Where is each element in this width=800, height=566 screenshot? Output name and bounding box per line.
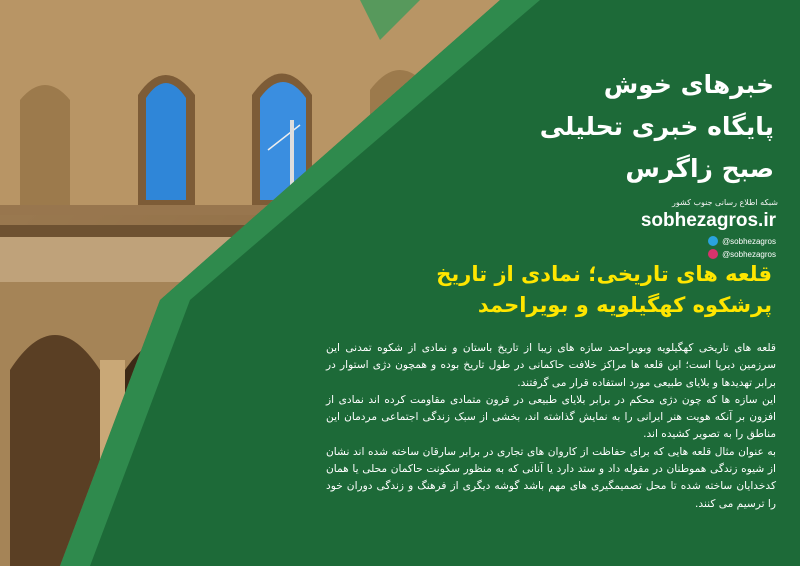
telegram-icon [708,236,718,246]
paragraph: این سازه ها که چون دژی محکم در برابر بلایای طبیعی در قرون متمادی مقاومت کرده اند نمادی از افزون بر آنکه هویت هنر ایرانی را به نمایش گذاشته اند، بخشی از سبک زندگی اجتماعی مردمان این مناطق را به تصویر کشیده اند. [326,393,776,441]
brand-tagline: شبکه اطلاع رسانی جنوب کشور [672,198,778,207]
website-link[interactable]: sobhezagros.ir [640,210,776,231]
brand-line-2: پایگاه خبری تحلیلی [539,112,774,141]
article-body [326,340,776,513]
telegram-handle[interactable]: @sobhezagros [708,236,776,246]
headline-line-1: قلعه های تاریخی؛ نمادی از تاریخ [436,262,772,286]
paragraph: به عنوان مثال قلعه هایی که برای حفاظت از کاروان های تجاری در برابر سارقان ساخته شده اند نشان از شیوه زندگی هموطنان در مقوله داد و ستد دارد یا آنانی که به منظور سکونت حاکمان محلی یا همان کدخدایان ساخته شده تا محل تصمیمگیری های مهم باشد گوشه دیگری از فرهنگ و زندگی دوران خود را ترسیم می کنند. [326,445,776,510]
paragraph: قلعه های تاریخی کهگیلویه وبویراحمد سازه های زیبا از تاریخ باستان و نمادی از شکوه تمدنی این سرزمین دیرپا است؛ این قلعه ها مراکز خلافت حاکمانی در طول تاریخ بوده و همچون دژی استوار در برابر تهدیدها و بلایای طبیعی مورد استفاده قرار می گرفتند. [326,342,776,389]
headline-line-2: پرشکوه کهگیلویه و بویراحمد [477,293,772,317]
instagram-handle[interactable]: @sobhezagros [708,249,776,259]
instagram-icon [708,249,718,259]
brand-line-3: صبح زاگرس [625,154,774,183]
brand-line-1: خبرهای خوش [603,70,774,99]
